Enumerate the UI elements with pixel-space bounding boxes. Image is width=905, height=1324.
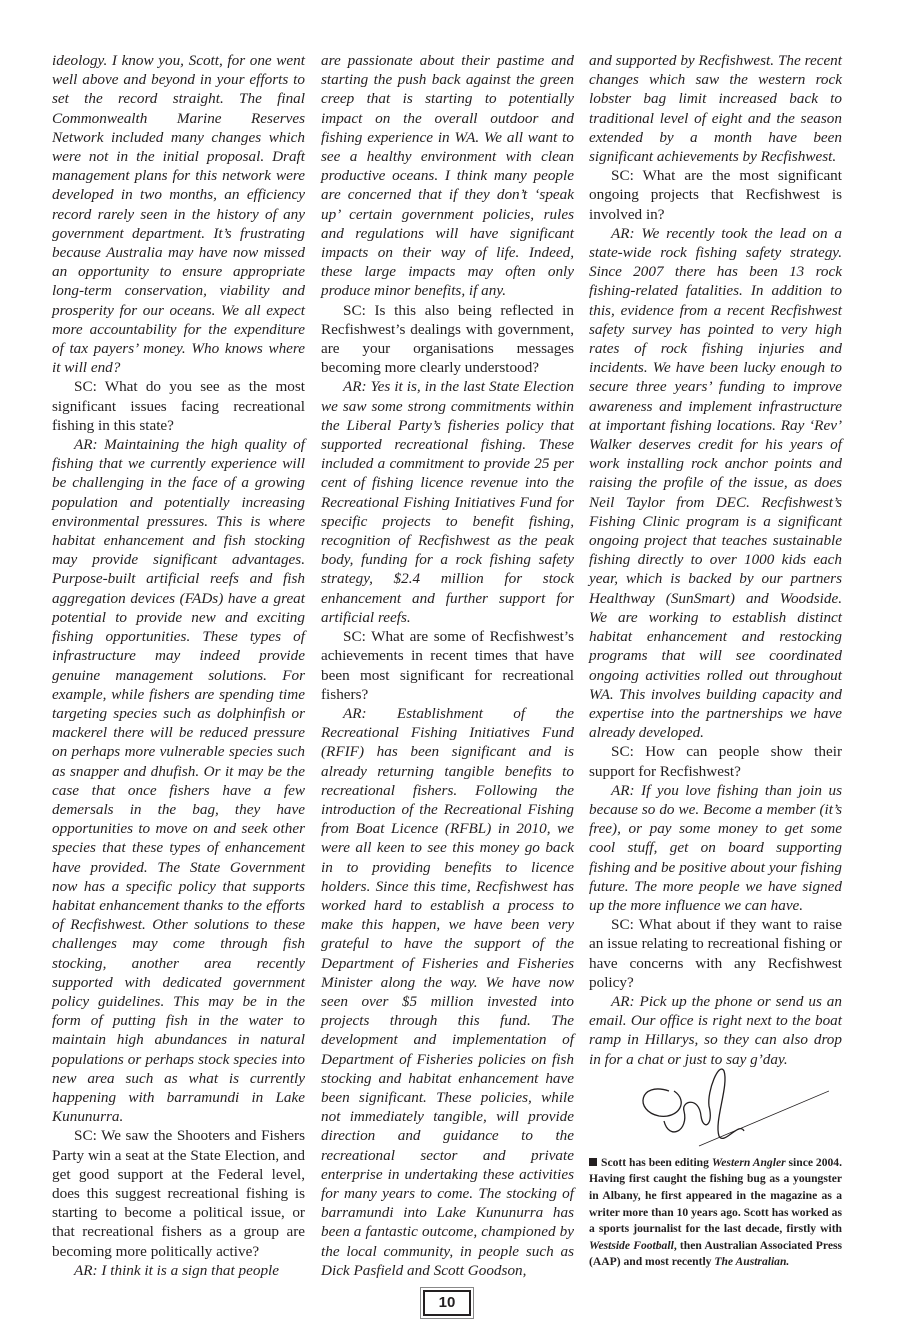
author-bio: Scott has been editing Western Angler since 2004. Having first caught the fishing bug as a youngster in Albany, he first appeared in the magazine as a writer more than 10 years ago. Scott has worked as a sports journalist for the last decade, firstly with Westside Football, then Australian Associated Press (AAP) and most recently The Australian. (589, 1155, 843, 1269)
column-3 (589, 51, 842, 1271)
question-paragraph: SC: What do you see as the most significant issues facing recreational fishing in this state? (52, 378, 305, 434)
page-number: 10 (423, 1290, 471, 1316)
question-paragraph: SC: What are some of Recfishwest’s achievements in recent times that have been most significant for recreational fishers? (321, 628, 574, 703)
answer-paragraph: AR: We recently took the lead on a state-wide rock fishing safety strategy. Since 2007 there has been 13 rock fishing-related fatalities. In addition to this, evidence from a recent Recfishwest safety survey has pointed to very high rates of rock fishing injuries and incidents. We have been lucky enough to secure three years’ funding to improve awareness and implement infrastructure at important fishing locations. Ray ‘Rev’ Walker deserves credit for his years of work installing rock anchor points and raising the profile of the issue, as does Neil Taylor from DEC. Recfishwest’s Fishing Clinic program is a significant ongoing project that teaches sustainable fishing directly to over 1000 kids each year, which is backed by our partners Healthway (SunSmart) and Woodside. We are working to establish distinct habitat enhancement and restocking programs that will see coordinated ongoing activities rolled out throughout WA. This involves building capacity and expertise into the partnerships we have already developed. (589, 224, 842, 742)
question-paragraph: SC: Is this also being reflected in Recfishwest’s dealings with government, are your organisations messages becoming more clearly understood? (321, 301, 574, 377)
question-paragraph: SC: What about if they want to raise an issue relating to recreational fishing or have concerns with any Recfishwest policy? (589, 916, 842, 991)
answer-paragraph: AR: Pick up the phone or send us an email. Our office is right next to the boat ramp in Hillarys, so they can also drop in for a chat or just to say g’day. (589, 992, 842, 1068)
answer-paragraph: AR: Establishment of the Recreational Fishing Initiatives Fund (RFIF) has been significant and is already returning tangible benefits to recreational fishers. Following the introduction of the Recreational Fishing from Boat Licence (RFBL) in 2010, we were all keen to see this money go back in to providing benefits to licence holders. Since this time, Recfishwest has worked hard to establish a process to make this happen, we have been very grateful to have the support of the Department of Fisheries and Fisheries Minister along the way. We have now seen over $5 million invested into projects through this fund. The development and implementation of Department of Fisheries policies on fish stocking and habitat enhancement have been significant. These policies, while not immediately tangible, will provide direction and guidance to the recreational sector and private enterprise in undertaking these activities for many years to come. The stocking of barramundi into Lake Kununurra has been a fantastic outcome, championed by the local community, in people such as Dick Pasfield and Scott Goodson, (321, 704, 574, 1279)
answer-paragraph: AR: I think it is a sign that people (74, 1261, 280, 1279)
column-1 (52, 51, 305, 1280)
answer-paragraph: AR: If you love fishing than join us because so do we. Become a member (it’s free), or pay some money to get some cool stuff, get on board supporting fishing and be positive about your fishing future. The more people we have signed up the more influence we can have. (589, 781, 842, 914)
question-paragraph: SC: How can people show their support for Recfishwest? (589, 743, 842, 780)
bullet-square-icon (589, 1158, 597, 1166)
paragraphs (589, 51, 842, 1069)
answer-paragraph: and supported by Recfishwest. The recent changes which saw the western rock lobster bag limit increased back to traditional level of eight and the season extended by a month have been significant achievements by Recfishwest. (589, 52, 842, 166)
column-2 (321, 51, 574, 1280)
question-paragraph: SC: We saw the Shooters and Fishers Party win a seat at the State Election, and get good support at the Federal level, does this suggest recreational fishing is starting to become a political issue, or that recreational fishers as a group are becoming more politically active? (52, 1127, 305, 1260)
question-paragraph: SC: What are the most significant ongoing projects that Recfishwest is involved in? (589, 167, 842, 223)
answer-paragraph: AR: Yes it is, in the last State Election we saw some strong commitments within the Liberal Party’s fisheries policy that supported recreational fishing. These included a commitment to provide 25 per cent of fishing licence revenue into the Recreational Fishing Initiatives Fund for specific projects to benefit fishing, recognition of Recfishwest as the peak body, funding for a rock fishing safety strategy, $2.4 million for stock enhancement and further support for artificial reefs. (321, 378, 574, 626)
signature-image (589, 1071, 842, 1151)
answer-paragraph: AR: Maintaining the high quality of fishing that we currently experience will be challenging in the face of a growing population and potentially increasing environmental pressures. This is where habitat enhancement and fish stocking may provide significant advantages. Purpose-built artificial reefs and fish aggregation devices (FADs) have a great potential to provide new and exciting fishing opportunities. These types of infrastructure may indeed provide genuine management solutions. For example, while fishers are spending time targeting species such as dolphinfish or mackerel there will be reduced pressure on perhaps more vulnerable species such as snapper and dhufish. Or it may be the case that once fishers have a few demersals in the bag, they have opportunities to move on and seek other species that these types of enhancement have provided. The State Government now has a specific policy that supports habitat enhancement thanks to the efforts of Recfishwest. Other solutions to these challenges may come through fish stocking, another area recently supported with dedicated government policy guidelines. This may be in the form of putting fish in the water to maintain high abundances in natural populations or perhaps stock species into new area such as what is currently happening with barramundi in Lake Kununurra. (52, 436, 305, 1126)
answer-paragraph: are passionate about their pastime and starting the push back against the green creep that is starting to potentially impact on the overall outdoor and fishing experience in WA. We all want to see a healthy environment with clean productive oceans. I think many people are concerned that if they don’t ‘speak up’ certain government policies, rules and regulations will have significant impacts on their way of life. Indeed, these large impacts may often only produce minor benefits, if any. (321, 52, 574, 300)
answer-paragraph: ideology. I know you, Scott, for one went well above and beyond in your efforts to set the record straight. The final Commonwealth Marine Reserves Network included many changes which were not in the initial proposal. Draft management plans for this network were developed in two months, an efficiency record rarely seen in the history of any government department. It’s frustrating because Australia may have now missed an opportunity to ensure appropriate long-term conservation, viability and prosperity for our oceans. We all expect more accountability for the expenditure of tax payers’ money. Who knows where it will end? (52, 52, 305, 377)
